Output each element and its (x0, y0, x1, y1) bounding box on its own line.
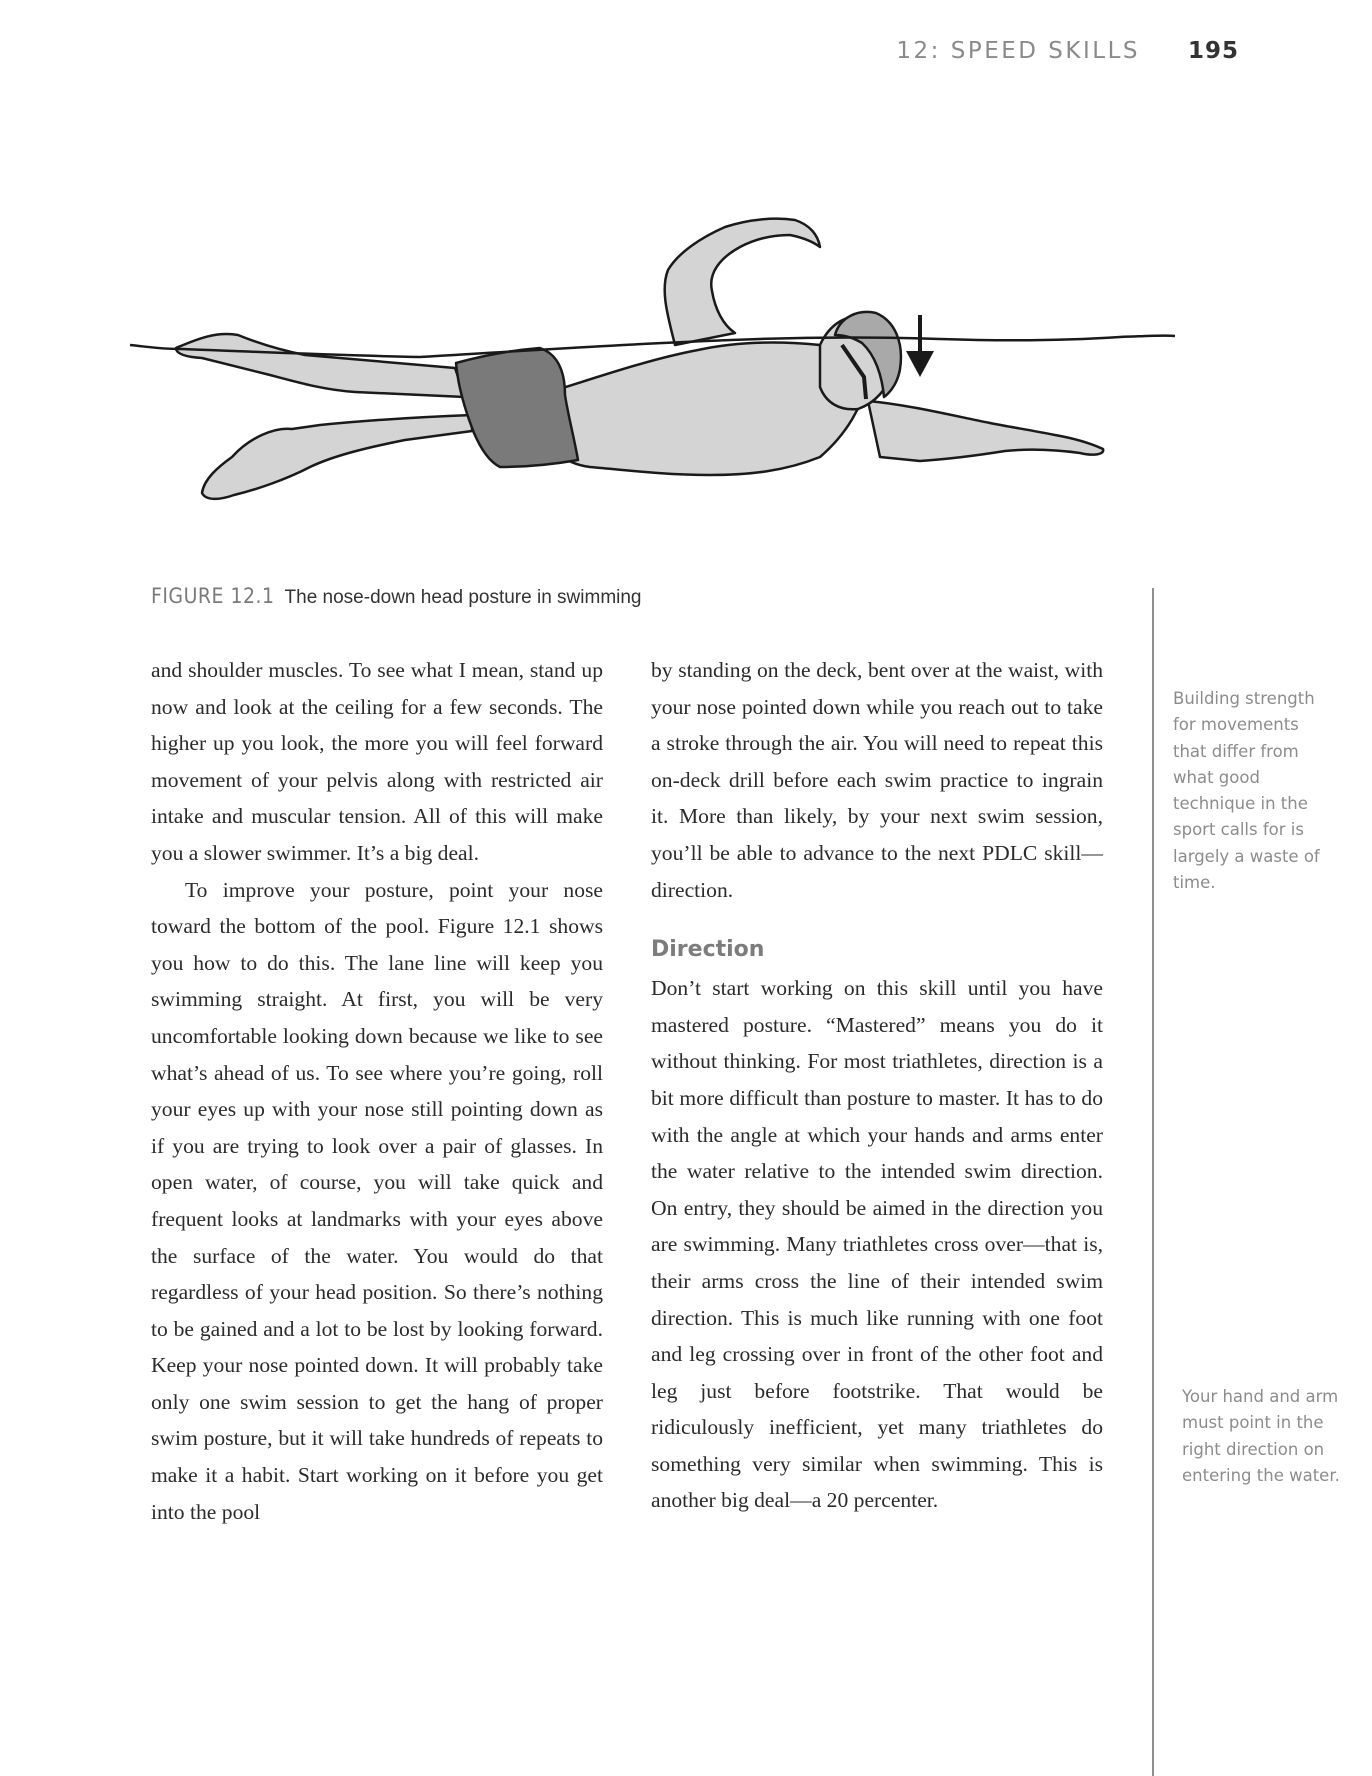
swimmer-recovery-arm (665, 219, 820, 345)
water-surface-line (130, 336, 1175, 357)
left-column (151, 652, 603, 1530)
figure-caption-text: The nose-down head posture in swimming (284, 587, 642, 608)
chapter-title: 12: SPEED SKILLS (896, 38, 1140, 64)
swimmer-trunks (456, 348, 578, 467)
swimmer-front-leg (202, 415, 472, 499)
figure-label: FIGURE 12.1 (151, 584, 275, 608)
body-paragraph: and shoulder muscles. To see what I mean, stand up now and look at the ceiling for a few seconds. The higher up you look, the more you will feel forward movement of your pelvis along with restricted air intake and muscular tension. All of this will make you a slower swimmer. It’s a big deal. (151, 658, 603, 865)
page-number: 195 (1187, 38, 1239, 64)
body-paragraph: Don’t start working on this skill until you have mastered posture. “Mastered” means you do it without thinking. For most triathletes, direction is a bit more difficult than posture to master. It has to do with the angle at which your hands and arms enter the water relative to the intended swim direction. On entry, they should be aimed in the direction you are swimming. Many triathletes cross over—that is, their arms cross the line of their intended swim direction. This is much like running with one foot and leg crossing over in front of the other foot and leg just before footstrike. That would be ridiculously inefficient, yet many triathletes do something very similar when swimming. This is another big deal—a 20 percenter. (651, 976, 1103, 1513)
swimmer-back-leg (176, 334, 465, 397)
figure-caption (151, 584, 642, 609)
margin-rule (1152, 588, 1154, 1776)
section-heading-direction: Direction (651, 937, 765, 963)
margin-note: Building strength for movements that differ from what good technique in the sport calls for is largely a waste of time. (1173, 689, 1320, 893)
margin-note: Your hand and arm must point in the right direction on entering the water. (1182, 1387, 1340, 1485)
swimmer-extended-arm (868, 401, 1103, 461)
right-column (651, 652, 1103, 1519)
swimmer-figure (120, 205, 1280, 565)
nose-down-arrow-icon (906, 315, 934, 377)
running-head (896, 38, 1239, 64)
body-paragraph: To improve your posture, point your nose toward the bottom of the pool. Figure 12.1 shows you how to do this. The lane line will keep you swimming straight. At first, you will be very uncomfortable looking down because we like to see what’s ahead of us. To see where you’re going, roll your eyes up with your nose still pointing down as if you are trying to look over a pair of glasses. In open water, of course, you will take quick and frequent looks at landmarks with your eyes above the surface of the water. You would do that regardless of your head position. So there’s nothing to be gained and a lot to be lost by looking forward. Keep your nose pointed down. It will probably take only one swim session to get the hang of proper swim posture, but it will take hundreds of repeats to make it a habit. Start working on it before you get into the pool (151, 877, 603, 1524)
body-paragraph: by standing on the deck, bent over at the waist, with your nose pointed down while you reach out to take a stroke through the air. You will need to repeat this on-deck drill before each swim practice to ingrain it. More than likely, by your next swim session, you’ll be able to advance to the next PDLC skill—direction. (651, 658, 1103, 902)
